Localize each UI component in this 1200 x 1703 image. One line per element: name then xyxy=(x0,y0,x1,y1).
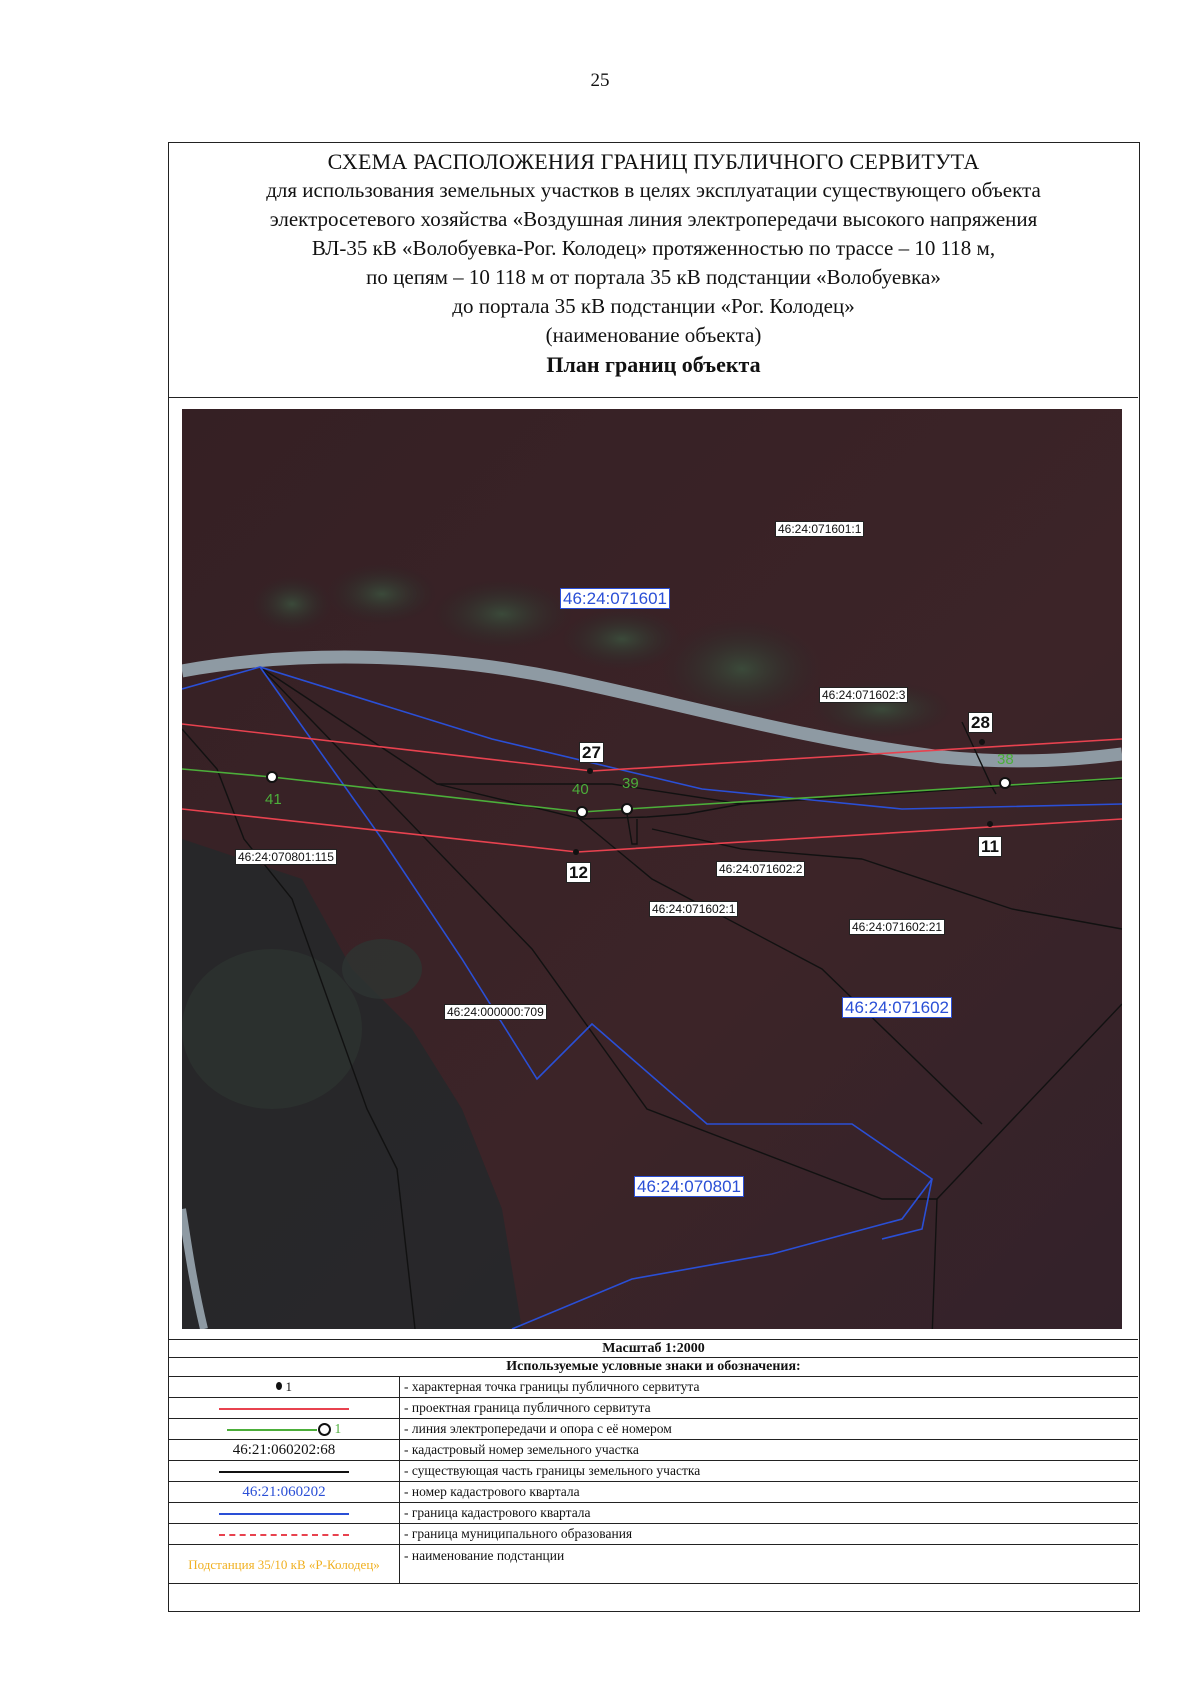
legend-description: - наименование подстанции xyxy=(400,1545,1139,1584)
tree-clump xyxy=(327,564,437,624)
page-number: 25 xyxy=(590,70,610,91)
plan-title: План границ объекта xyxy=(546,352,761,377)
satellite-map xyxy=(182,409,1122,1329)
legend-row xyxy=(169,1524,1138,1545)
servitude-boundary-line-icon xyxy=(219,1408,349,1410)
forest-patch xyxy=(182,949,362,1109)
document-frame xyxy=(168,142,1140,1612)
scale-caption: Масштаб 1:2000 xyxy=(169,1340,1138,1358)
legend-row xyxy=(169,1461,1138,1482)
object-name-caption: (наименование объекта) xyxy=(545,323,762,347)
title-line-1: СХЕМА РАСПОЛОЖЕНИЯ ГРАНИЦ ПУБЛИЧНОГО СЕРВИТУТА xyxy=(327,149,980,174)
title-line-2: для использования земельных участков в целях эксплуатации существующего объекта xyxy=(266,178,1041,202)
title-line-4: ВЛ-35 кВ «Волобуевка-Рог. Колодец» протяженностью по трассе – 10 118 м, xyxy=(311,236,996,260)
legend-symbol-text: 1 xyxy=(334,1421,342,1436)
boundary-point-label: 28 xyxy=(968,712,993,733)
point-28-icon xyxy=(979,739,985,745)
parcel-boundary-line-icon xyxy=(219,1471,349,1473)
title-line-5: по цепям – 10 118 м от портала 35 кВ подстанции «Волобуевка» xyxy=(366,265,941,289)
legend-row xyxy=(169,1440,1138,1461)
legend-symbol-text: 46:21:060202:68 xyxy=(169,1440,400,1461)
pole-number: 40 xyxy=(572,781,589,798)
pole-number: 41 xyxy=(265,791,282,808)
legend-title: Используемые условные знаки и обозначения: xyxy=(169,1358,1138,1377)
parcel-label: 46:24:071602:1 xyxy=(649,901,738,917)
pole-number: 38 xyxy=(997,751,1014,768)
legend-description: - номер кадастрового квартала xyxy=(400,1482,1139,1503)
legend-symbol-text: 46:21:060202 xyxy=(169,1482,400,1503)
legend-description: - существующая часть границы земельного участка xyxy=(400,1461,1139,1482)
boundary-point-label: 12 xyxy=(566,862,591,883)
title-line-3: электросетевого хозяйства «Воздушная линия электропередачи высокого напряжения xyxy=(269,207,1038,231)
pole-40-icon xyxy=(577,807,587,817)
quarter-label: 46:24:071602 xyxy=(842,997,952,1018)
tree-clump xyxy=(342,939,422,999)
point-11-icon xyxy=(987,821,993,827)
legend xyxy=(169,1339,1138,1584)
boundary-point-label: 11 xyxy=(978,836,1002,857)
pole-41-icon xyxy=(267,772,277,782)
quarter-label: 46:24:070801 xyxy=(634,1176,744,1197)
legend-description: - характерная точка границы публичного сервитута xyxy=(400,1377,1139,1398)
title-line-6: до портала 35 кВ подстанции «Рог. Колодец» xyxy=(452,294,855,318)
legend-table xyxy=(169,1377,1138,1584)
legend-row xyxy=(169,1545,1138,1584)
legend-description: - граница кадастрового квартала xyxy=(400,1503,1139,1524)
boundary-point-label: 27 xyxy=(579,742,604,763)
parcel-label: 46:24:071602:2 xyxy=(716,861,805,877)
quarter-boundary-line-icon xyxy=(219,1513,349,1515)
tree-clump xyxy=(252,576,332,632)
tree-clump xyxy=(432,579,572,649)
point-12-icon xyxy=(573,849,579,855)
legend-description: - граница муниципального образования xyxy=(400,1524,1139,1545)
pole-icon xyxy=(318,1423,331,1436)
pole-39-icon xyxy=(622,804,632,814)
boundary-point-icon xyxy=(276,1382,282,1390)
legend-description: - проектная граница публичного сервитута xyxy=(400,1398,1139,1419)
pole-number: 39 xyxy=(622,775,639,792)
point-27-icon xyxy=(587,768,593,774)
legend-description: - линия электропередачи и опора с её номером xyxy=(400,1419,1139,1440)
title-block xyxy=(169,143,1138,398)
legend-description: - кадастровый номер земельного участка xyxy=(400,1440,1139,1461)
parcel-label: 46:24:000000:709 xyxy=(444,1004,547,1020)
legend-symbol-text: 1 xyxy=(285,1379,292,1394)
parcel-label: 46:24:071602:21 xyxy=(849,919,945,935)
legend-row xyxy=(169,1482,1138,1503)
parcel-label: 46:24:071602:3 xyxy=(819,687,908,703)
legend-row xyxy=(169,1377,1138,1398)
legend-row xyxy=(169,1419,1138,1440)
quarter-label: 46:24:071601 xyxy=(560,588,670,609)
parcel-label: 46:24:070801:115 xyxy=(235,849,337,865)
legend-row xyxy=(169,1398,1138,1419)
legend-symbol-text: Подстанция 35/10 кВ «Р-Колодец» xyxy=(169,1545,400,1584)
parcel-label: 46:24:071601:1 xyxy=(775,521,864,537)
municipal-boundary-line-icon xyxy=(219,1534,349,1536)
power-line-icon xyxy=(227,1429,317,1431)
legend-row xyxy=(169,1503,1138,1524)
pole-38-icon xyxy=(1000,778,1010,788)
